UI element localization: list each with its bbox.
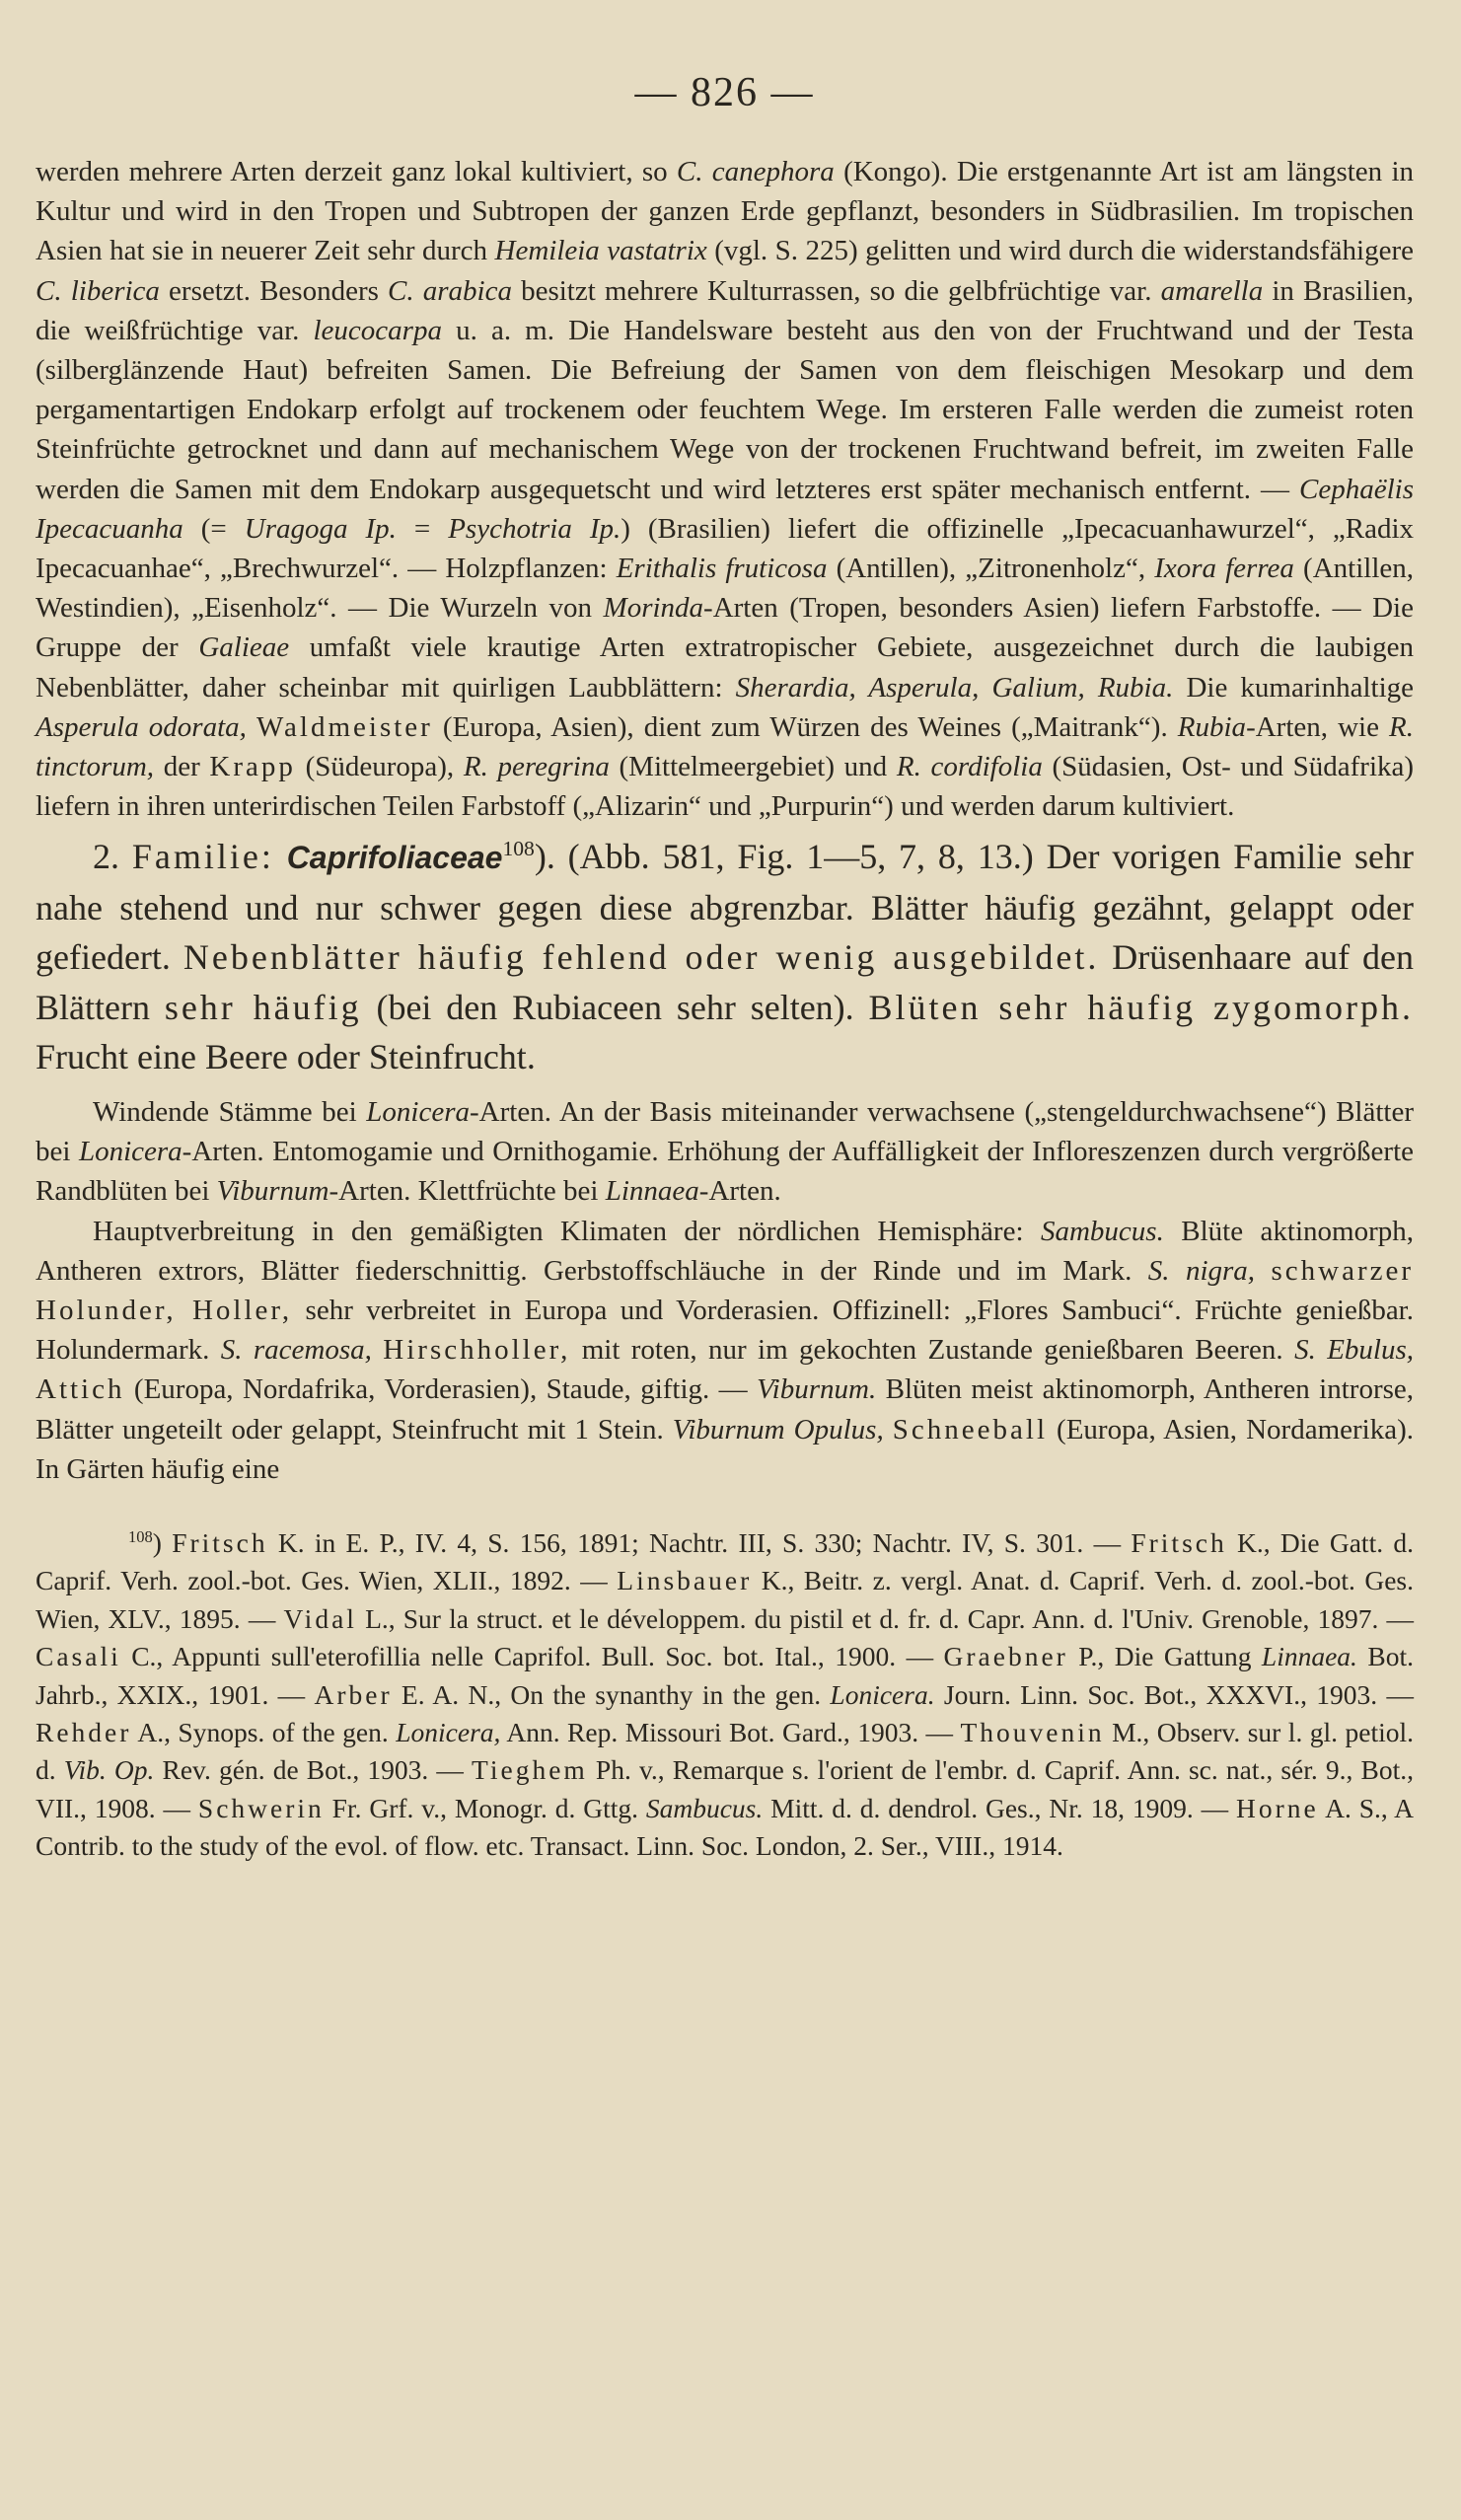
footnote-separator (36, 1489, 1414, 1524)
footnote-ref: 108 (502, 837, 535, 861)
paragraph-morphology: Windende Stämme bei Lonicera-Arten. An der Basis miteinander verwachsene („stengeldurchwachsene“) Blätter bei Lonicera-Arten. Entomogamie und Ornithogamie. Erhöhung der Auffälligkeit der Infloreszenzen durch vergrößerte Randblüten bei Viburnum-Arten. Klettfrüchte bei Linnaea-Arten. (36, 1095, 1414, 1208)
family-name: Caprifoliaceae (286, 840, 503, 876)
footnote-108: $^{108}$) Fritsch K. in E. P., IV. 4, S. 156, 1891; Nachtr. III, S. 330; Nachtr. IV, S. 301. — Fritsch K., Die Gatt. d. Caprif. Verh. zool.-bot. Ges. Wien, XLII., 1892. — Linsbauer K., Beitr. z. vergl. Anat. d. Caprif. Verh. d. zool.-bot. Ges. Wien, XLV., 1895. — Vidal L., Sur la struct. et le développem. du pistil et d. fr. d. Capr. Ann. d. l'Univ. Grenoble, 1897. — Casali C., Appunti sull'eterofillia nelle Caprifol. Bull. Soc. bot. Ital., 1900. — Graebner P., Die Gattung Linnaea. Bot. Jahrb., XXIX., 1901. — Arber E. A. N., On the synanthy in the gen. Lonicera. Journ. Linn. Soc. Bot., XXXVI., 1903. — Rehder A., Synops. of the gen. Lonicera, Ann. Rep. Missouri Bot. Gard., 1903. — Thouvenin M., Observ. sur l. gl. petiol. d. Vib. Op. Rev. gén. de Bot., 1903. — Tieghem Ph. v., Remarque s. l'orient de l'embr. d. Caprif. Ann. sc. nat., sér. 9., Bot., VII., 1908. — Schwerin Fr. Grf. v., Monogr. d. Gttg. Sambucus. Mitt. d. d. dendrol. Ges., Nr. 18, 1909. — Horne A. S., A Contrib. to the study of the evol. of flow. etc. Transact. Linn. Soc. London, 2. Ser., VIII., 1914. (36, 1526, 1415, 1862)
paragraph-distribution: Hauptverbreitung in den gemäßigten Klimaten der nördlichen Hemisphäre: Sambucus. Blüte aktinomorph, Antheren extrors, Blätter fiederschnittig. Gerbstoffschläuche in der Rinde und im Mark. S. nigra, schwarzer Holunder, Holler, sehr verbreitet in Europa und Vorderasien. Offizinell: „Flores Sambuci“. Früchte genießbar. Holundermark. S. racemosa, Hirschholler, mit roten, nur im gekochten Zustande genießbaren Beeren. S. Ebulus, Attich (Europa, Nordafrika, Vorderasien), Staude, giftig. — Viburnum. Blüten meist aktinomorph, Antheren introrse, Blätter ungeteilt oder gelappt, Steinfrucht mit 1 Stein. Viburnum Opulus, Schneeball (Europa, Asien, Nordamerika). In Gärten häufig eine (36, 1215, 1415, 1485)
page-number: — 826 — (634, 70, 815, 115)
family-caprifoliaceae-heading: 2. Familie: Caprifoliaceae$^{108}$). (Abb. 581, Fig. 1—5, 7, 8, 13.) Der vorigen Familie sehr nahe stehend und nur schwer gegen diese abgrenzbar. Blätter häufig gezähnt, gelappt oder gefiedert. Nebenblätter häufig fehlend oder wenig ausgebildet. Drüsenhaare auf den Blättern sehr häufig (bei den Rubiaceen sehr selten). Blüten sehr häufig zygomorph. Frucht eine Beere oder Steinfrucht. (36, 837, 1415, 1077)
paragraph-rubiaceae-uses: werden mehrere Arten derzeit ganz lokal kultiviert, so C. canephora (Kongo). Die erstgenannte Art ist am längsten in Kultur und wird in den Tropen und Subtropen der ganzen Erde gepflanzt, besonders in Südbrasilien. Im tropischen Asien hat sie in neuerer Zeit sehr durch Hemileia vastatrix (vgl. S. 225) gelitten und wird durch die widerstandsfähigere C. liberica ersetzt. Besonders C. arabica besitzt mehrere Kulturrassen, so die gelbfrüchtige var. amarella in Brasilien, die weißfrüchtige var. leucocarpa u. a. m. Die Handelsware besteht aus den von der Fruchtwand und der Testa (silberglänzende Haut) befreiten Samen. Die Befreiung der Samen von dem fleischigen Mesokarp und dem pergamentartigen Endokarp erfolgt auf trockenem oder feuchtem Wege. Im ersteren Falle werden die zumeist roten Steinfrüchte getrocknet und dann auf mechanischem Wege von der trockenen Fruchtwand befreit, im zweiten Falle werden die Samen mit dem Endokarp ausgequetscht und wird letzteres erst später mechanisch entfernt. — Cephaëlis Ipecacuanha (= Uragoga Ip. = Psychotria Ip.) (Brasilien) liefert die offizinelle „Ipecacuanhawurzel“, „Radix Ipecacuanhae“, „Brechwurzel“. — Holzpflanzen: Erithalis fruticosa (Antillen), „Zitronenholz“, Ixora ferrea (Antillen, Westindien), „Eisenholz“. — Die Wurzeln von Morinda-Arten (Tropen, besonders Asien) liefern Farbstoffe. — Die Gruppe der Galieae umfaßt viele krautige Arten extratropischer Gebiete, ausgezeichnet durch die laubigen Nebenblätter, daher scheinbar mit quirligen Laubblättern: Sherardia, Asperula, Galium, Rubia. Die kumarinhaltige Asperula odorata, Waldmeister (Europa, Asien), dient zum Würzen des Weines („Maitrank“). Rubia-Arten, wie R. tinctorum, der Krapp (Südeuropa), R. peregrina (Mittelmeergebiet) und R. cordifolia (Südasien, Ost- und Südafrika) liefern in ihren unterirdischen Teilen Farbstoff („Alizarin“ und „Purpurin“) und werden darum kultiviert. (36, 156, 1415, 823)
